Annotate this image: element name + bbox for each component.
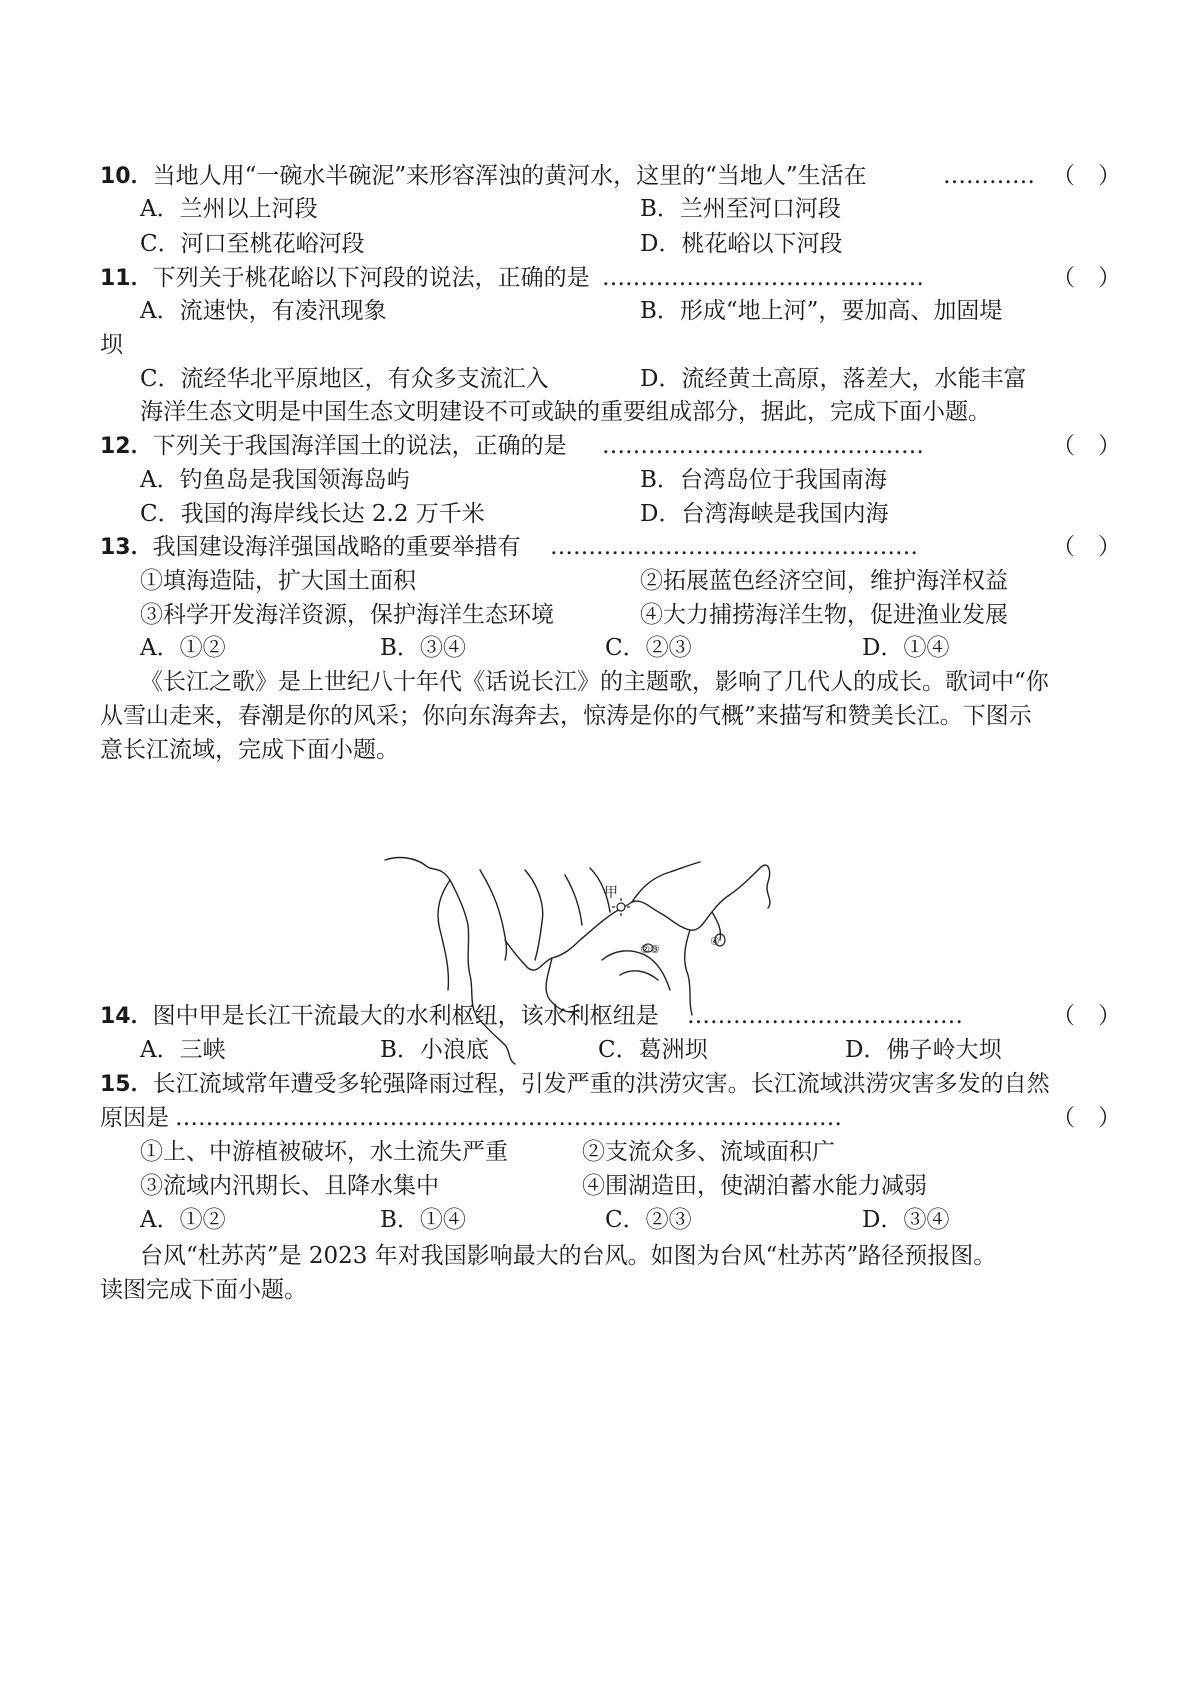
statement-item: ④大力捕捞海洋生物，促进渔业发展 <box>640 602 1008 628</box>
answer-paren: （ ） <box>1052 1105 1121 1131</box>
option-b-continued: 坝 <box>100 332 123 358</box>
intro-typhoon-line-1: 台风“杜苏芮”是 2023 年对我国影响最大的台风。如图为台风“杜苏芮”路径预报图。 <box>140 1243 997 1269</box>
question-number: 10． <box>100 164 153 189</box>
option-b[interactable]: B．①④ <box>380 1207 466 1233</box>
intro-typhoon-line-2: 读图完成下面小题。 <box>100 1277 307 1303</box>
question-number: 15． <box>100 1072 153 1097</box>
question-number: 14． <box>100 1004 153 1029</box>
question-number: 13． <box>100 535 153 560</box>
answer-paren: （ ） <box>1052 534 1121 560</box>
question-13-stem <box>100 533 1121 561</box>
answer-paren: （ ） <box>1052 1003 1121 1029</box>
question-number: 12． <box>100 434 153 459</box>
intro-yangtze-line-3: 意长江流域，完成下面小题。 <box>100 737 399 763</box>
option-b[interactable]: B．③④ <box>380 635 466 661</box>
question-text: 长江流域常年遭受多轮强降雨过程，引发严重的洪涝灾害。长江流域洪涝灾害多发的自然 <box>152 1071 1050 1097</box>
leader-dots: ………………………………………… <box>550 534 918 560</box>
statement-item: ①填海造陆，扩大国土面积 <box>140 568 416 594</box>
option-c[interactable]: C．②③ <box>605 635 692 661</box>
question-14-stem <box>100 1002 1121 1030</box>
question-11-stem <box>100 264 1121 292</box>
question-text: 我国建设海洋强国战略的重要举措有 <box>152 534 521 560</box>
option-a[interactable]: A．流速快，有凌汛现象 <box>140 298 387 324</box>
intro-yangtze-line-1: 《长江之歌》是上世纪八十年代《话说长江》的主题歌，影响了几代人的成长。歌词中“你 <box>140 669 1049 695</box>
option-b[interactable]: B．小浪底 <box>380 1037 489 1063</box>
map-label: ④ <box>710 935 720 948</box>
answer-paren: （ ） <box>1052 265 1121 291</box>
statement-item: ②拓展蓝色经济空间，维护海洋权益 <box>640 568 1008 594</box>
question-15-stem <box>100 1070 1050 1098</box>
leader-dots: ………… <box>943 163 1035 189</box>
question-text: 下列关于我国海洋国土的说法，正确的是 <box>152 433 567 459</box>
intro-ocean: 海洋生态文明是中国生态文明建设不可或缺的重要组成部分，据此，完成下面小题。 <box>140 399 991 425</box>
question-10-stem <box>100 162 1121 190</box>
option-a[interactable]: A．①② <box>140 635 226 661</box>
option-c[interactable]: C．我国的海岸线长达 2.2 万千米 <box>140 501 485 527</box>
option-d[interactable]: D．③④ <box>862 1207 950 1233</box>
option-b[interactable]: B．台湾岛位于我国南海 <box>640 467 887 493</box>
leader-dots: …………………………………… <box>602 433 924 459</box>
option-a[interactable]: A．兰州以上河段 <box>140 196 318 222</box>
question-12-stem <box>100 432 1121 460</box>
leader-dots: ……………………………… <box>687 1003 963 1029</box>
map-marker-label: 甲 <box>604 885 618 901</box>
question-15-stem-continued: 原因是 …………………………………………………………………………… （ ） <box>100 1105 1121 1131</box>
question-text: 图中甲是长江干流最大的水利枢纽，该水利枢纽是 <box>152 1003 659 1029</box>
map-label: ②③ <box>640 943 660 956</box>
leader-dots: …………………………………… <box>602 265 924 291</box>
answer-paren: （ ） <box>1052 163 1121 189</box>
question-number: 11． <box>100 266 153 291</box>
answer-paren: （ ） <box>1052 433 1121 459</box>
question-text: 下列关于桃花峪以下河段的说法，正确的是 <box>152 265 590 291</box>
option-c[interactable]: C．河口至桃花峪河段 <box>140 231 365 257</box>
option-c[interactable]: C．②③ <box>605 1207 692 1233</box>
option-c[interactable]: C．流经华北平原地区，有众多支流汇入 <box>140 366 549 392</box>
option-d[interactable]: D．佛子岭大坝 <box>845 1037 1002 1063</box>
option-d[interactable]: D．①④ <box>862 635 950 661</box>
option-a[interactable]: A．①② <box>140 1207 226 1233</box>
option-d[interactable]: D．流经黄土高原，落差大，水能丰富 <box>640 366 1027 392</box>
option-a[interactable]: A．钓鱼岛是我国领海岛屿 <box>140 467 410 493</box>
statement-item: ②支流众多、流域面积广 <box>582 1139 835 1165</box>
option-b[interactable]: B．兰州至河口河段 <box>640 196 841 222</box>
statement-item: ④围湖造田，使湖泊蓄水能力减弱 <box>582 1173 927 1199</box>
option-a[interactable]: A．三峡 <box>140 1037 226 1063</box>
option-d[interactable]: D．台湾海峡是我国内海 <box>640 501 889 527</box>
question-text: 当地人用“一碗水半碗泥”来形容浑浊的黄河水，这里的“当地人”生活在 <box>152 163 867 189</box>
statement-item: ③流域内汛期长、且降水集中 <box>140 1173 439 1199</box>
option-c[interactable]: C．葛洲坝 <box>598 1037 708 1063</box>
option-d[interactable]: D．桃花峪以下河段 <box>640 231 843 257</box>
statement-item: ③科学开发海洋资源，保护海洋生态环境 <box>140 602 554 628</box>
statement-item: ①上、中游植被破坏，水土流失严重 <box>140 1139 508 1165</box>
option-b[interactable]: B．形成“地上河”，要加高、加固堤 <box>640 298 1003 324</box>
intro-yangtze-line-2: 从雪山走来，春潮是你的风采；你向东海奔去，惊涛是你的气概”来描写和赞美长江。下图示 <box>100 703 1032 729</box>
leader-dots: …………………………………………………………………………… <box>175 1105 842 1131</box>
